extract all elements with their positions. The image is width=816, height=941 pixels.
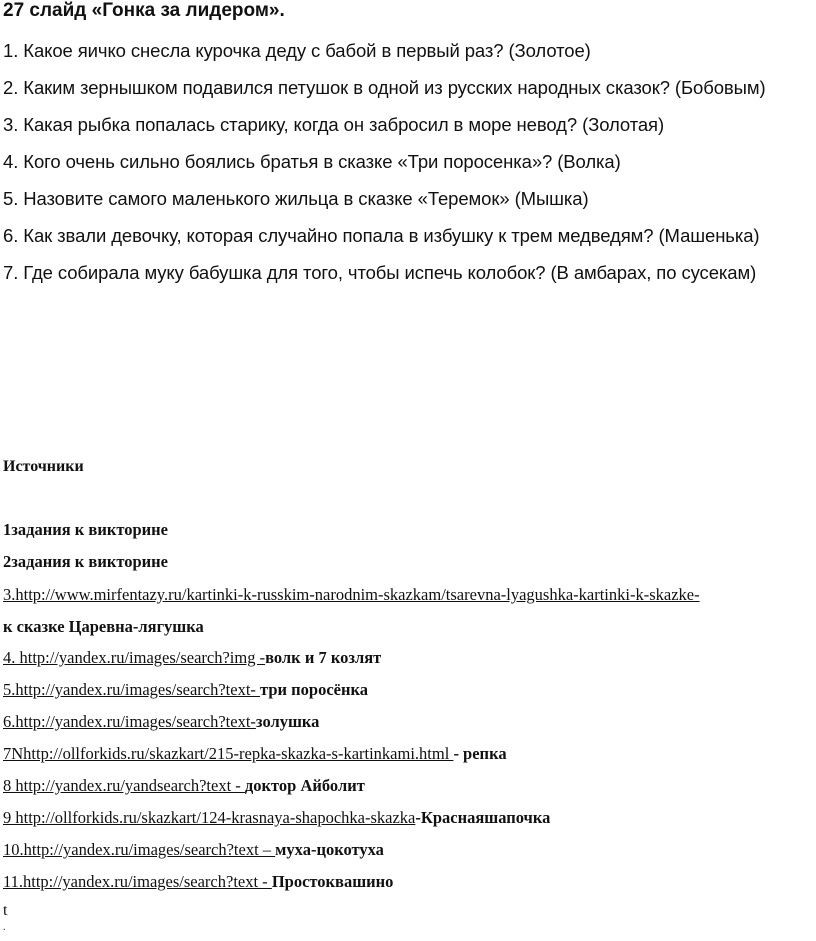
source-text: доктор Айболит — [244, 776, 365, 795]
source-text: волк и 7 козлят — [265, 648, 382, 667]
source-text: - репка — [453, 744, 507, 763]
source-line-1 — [3, 520, 168, 540]
source-line-6 — [3, 712, 319, 732]
source-text: Простоквашино — [271, 872, 394, 891]
source-line-5 — [3, 680, 368, 700]
source-link[interactable]: 10.http://yandex.ru/images/search?text – — [3, 840, 276, 859]
source-link[interactable]: 7Nhttp://ollforkids.ru/skazkart/215-repka-skazka-s-kartinkami.html — [3, 744, 454, 763]
source-link[interactable]: 8 http://yandex.ru/yandsearch?text - — [3, 776, 245, 795]
question-3: 3. Какая рыбка попалась старику, когда он забросил в море невод? (Золотая) — [3, 114, 665, 135]
question-1: 1. Какое яичко снесла курочка деду с бабой в первый раз? (Золотое) — [3, 40, 591, 61]
source-text: 2задания к викторине — [3, 552, 168, 571]
slide-heading: 27 слайд «Гонка за лидером». — [3, 0, 285, 21]
question-2: 2. Каким зернышком подавился петушок в одной из русских народных сказок? (Бобовым) — [3, 77, 766, 98]
source-line-2 — [3, 552, 168, 572]
question-6: 6. Как звали девочку, которая случайно попала в избушку к трем медведям? (Машенька) — [3, 225, 760, 246]
source-line-7 — [3, 744, 507, 764]
question-7: 7. Где собирала муку бабушка для того, чтобы испечь колобок? (В амбарах, по сусекам) — [3, 262, 757, 283]
source-line-10 — [3, 840, 384, 860]
question-5: 5. Назовите самого маленького жильца в сказке «Теремок» (Мышка) — [3, 188, 589, 209]
source-line-8 — [3, 776, 365, 796]
source-text: золушка — [255, 712, 320, 731]
source-line-4 — [3, 648, 381, 668]
stray-char: t — [3, 902, 8, 919]
source-link[interactable]: 9 http://ollforkids.ru/skazkart/124-krasnaya-shapochka-skazka — [3, 808, 416, 827]
source-link[interactable]: 3.http://www.mirfentazy.ru/kartinki-k-russkim-narodnim-skazkam/tsarevna-lyagushka-kartinki-k-skazke- — [3, 585, 700, 604]
source-link[interactable]: 11.http://yandex.ru/images/search?text - — [3, 872, 272, 891]
source-text: -Краснаяшапочка — [415, 808, 551, 827]
source-line-9 — [3, 808, 550, 828]
source-link[interactable]: 6.http://yandex.ru/images/search?text- — [3, 712, 256, 731]
source-line-11 — [3, 872, 393, 892]
source-link[interactable]: 4. http://yandex.ru/images/search?img - — [3, 648, 266, 667]
source-text: к сказке Царевна-лягушка — [3, 617, 204, 636]
source-text: 1задания к викторине — [3, 520, 168, 539]
stray-char: . — [3, 922, 6, 933]
source-line-3 — [3, 585, 700, 605]
source-link[interactable]: 5.http://yandex.ru/images/search?text- — [3, 680, 261, 699]
question-4: 4. Кого очень сильно боялись братья в сказке «Три поросенка»? (Волка) — [3, 151, 621, 172]
source-text: муха-цокотуха — [275, 840, 384, 859]
source-line-3-cont — [3, 617, 204, 637]
sources-title: Источники — [3, 458, 84, 475]
source-text: три поросёнка — [260, 680, 369, 699]
